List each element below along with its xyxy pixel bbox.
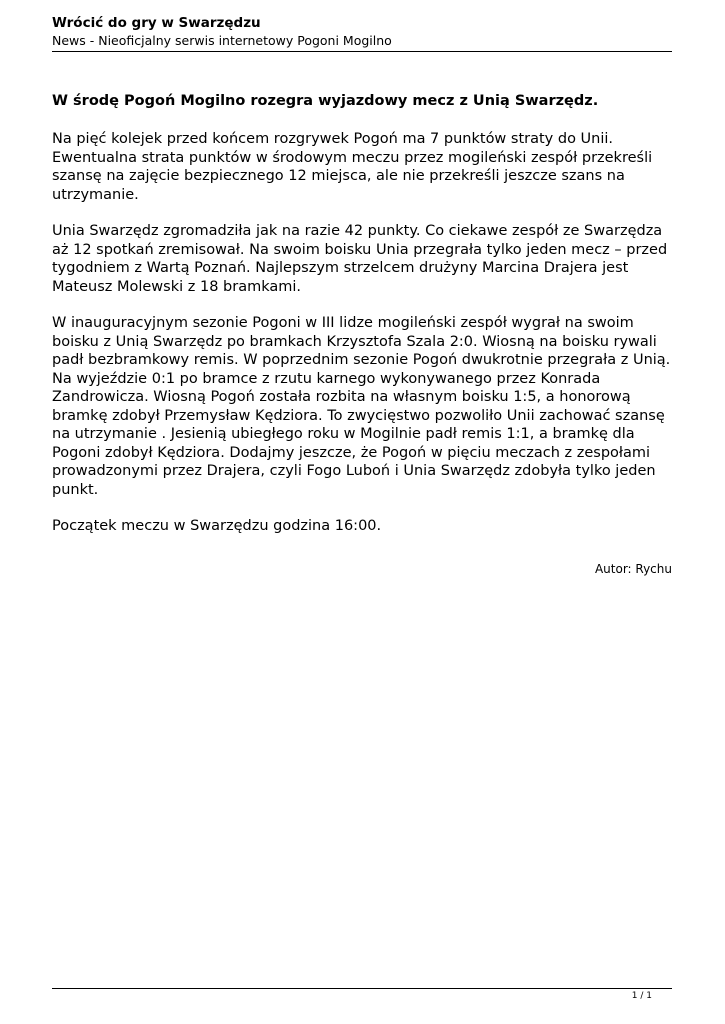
article-paragraph: Początek meczu w Swarzędzu godzina 16:00. <box>52 518 382 534</box>
article-lead: W środę Pogoń Mogilno rozegra wyjazdowy mecz z Unią Swarzędz. <box>52 93 599 109</box>
article-paragraph: W inauguracyjnym sezonie Pogoni w III lidze mogileński zespół wygrał na swoim boisku z Unią Swarzędz po bramkach Krzysztofa Szala 2:0. Wiosną na boisku rywali padł bezbramkowy remis. W poprzednim sezonie Pogoń dwukrotnie przegrała z Unią. Na wyjeździe 0:1 po bramce z rzutu karnego wykonywanego przez Konrada Zandrowicza. Wiosną Pogoń została rozbita na własnym boisku 1:5, a honorową bramkę zdobył Przemysław Kędziora. To zwycięstwo pozwoliło Unii zachować szansę na utrzymanie . Jesienią ubiegłego roku w Mogilnie padł remis 1:1, a bramkę dla Pogoni zdobył Kędziora. Dodajmy jeszcze, że Pogoń w pięciu meczach z zespołami prowadzonymi przez Drajera, czyli Fogo Luboń i Unia Swarzędz zdobyła tylko jeden punkt. <box>52 315 671 498</box>
document-page <box>52 0 672 1024</box>
page-header <box>52 15 672 49</box>
document-title: Wrócić do gry w Swarzędzu <box>52 15 261 31</box>
page-number: 1 / 1 <box>631 991 652 1001</box>
article-author: Autor: Rychu <box>594 562 672 576</box>
header-divider <box>52 51 672 52</box>
article-paragraph: Na pięć kolejek przed końcem rozgrywek Pogoń ma 7 punktów straty do Unii. Ewentualna strata punktów w środowym meczu przez mogileński zespół przekreśli szansę na zajęcie bezpiecznego 12 miejsca, ale nie przekreśli jeszcze szans na utrzymanie. <box>52 131 653 203</box>
article-paragraph: Unia Swarzędz zgromadziła jak na razie 42 punkty. Co ciekawe zespół ze Swarzędza aż 12 spotkań zremisował. Na swoim boisku Unia przegrała tylko jeden mecz – przed tygodniem z Wartą Poznań. Najlepszym strzelcem drużyny Marcina Drajera jest Mateusz Molewski z 18 bramkami. <box>52 223 668 295</box>
article-body <box>52 92 674 554</box>
footer-divider <box>52 988 672 989</box>
document-subtitle: News - Nieoficjalny serwis internetowy Pogoni Mogilno <box>52 33 392 48</box>
